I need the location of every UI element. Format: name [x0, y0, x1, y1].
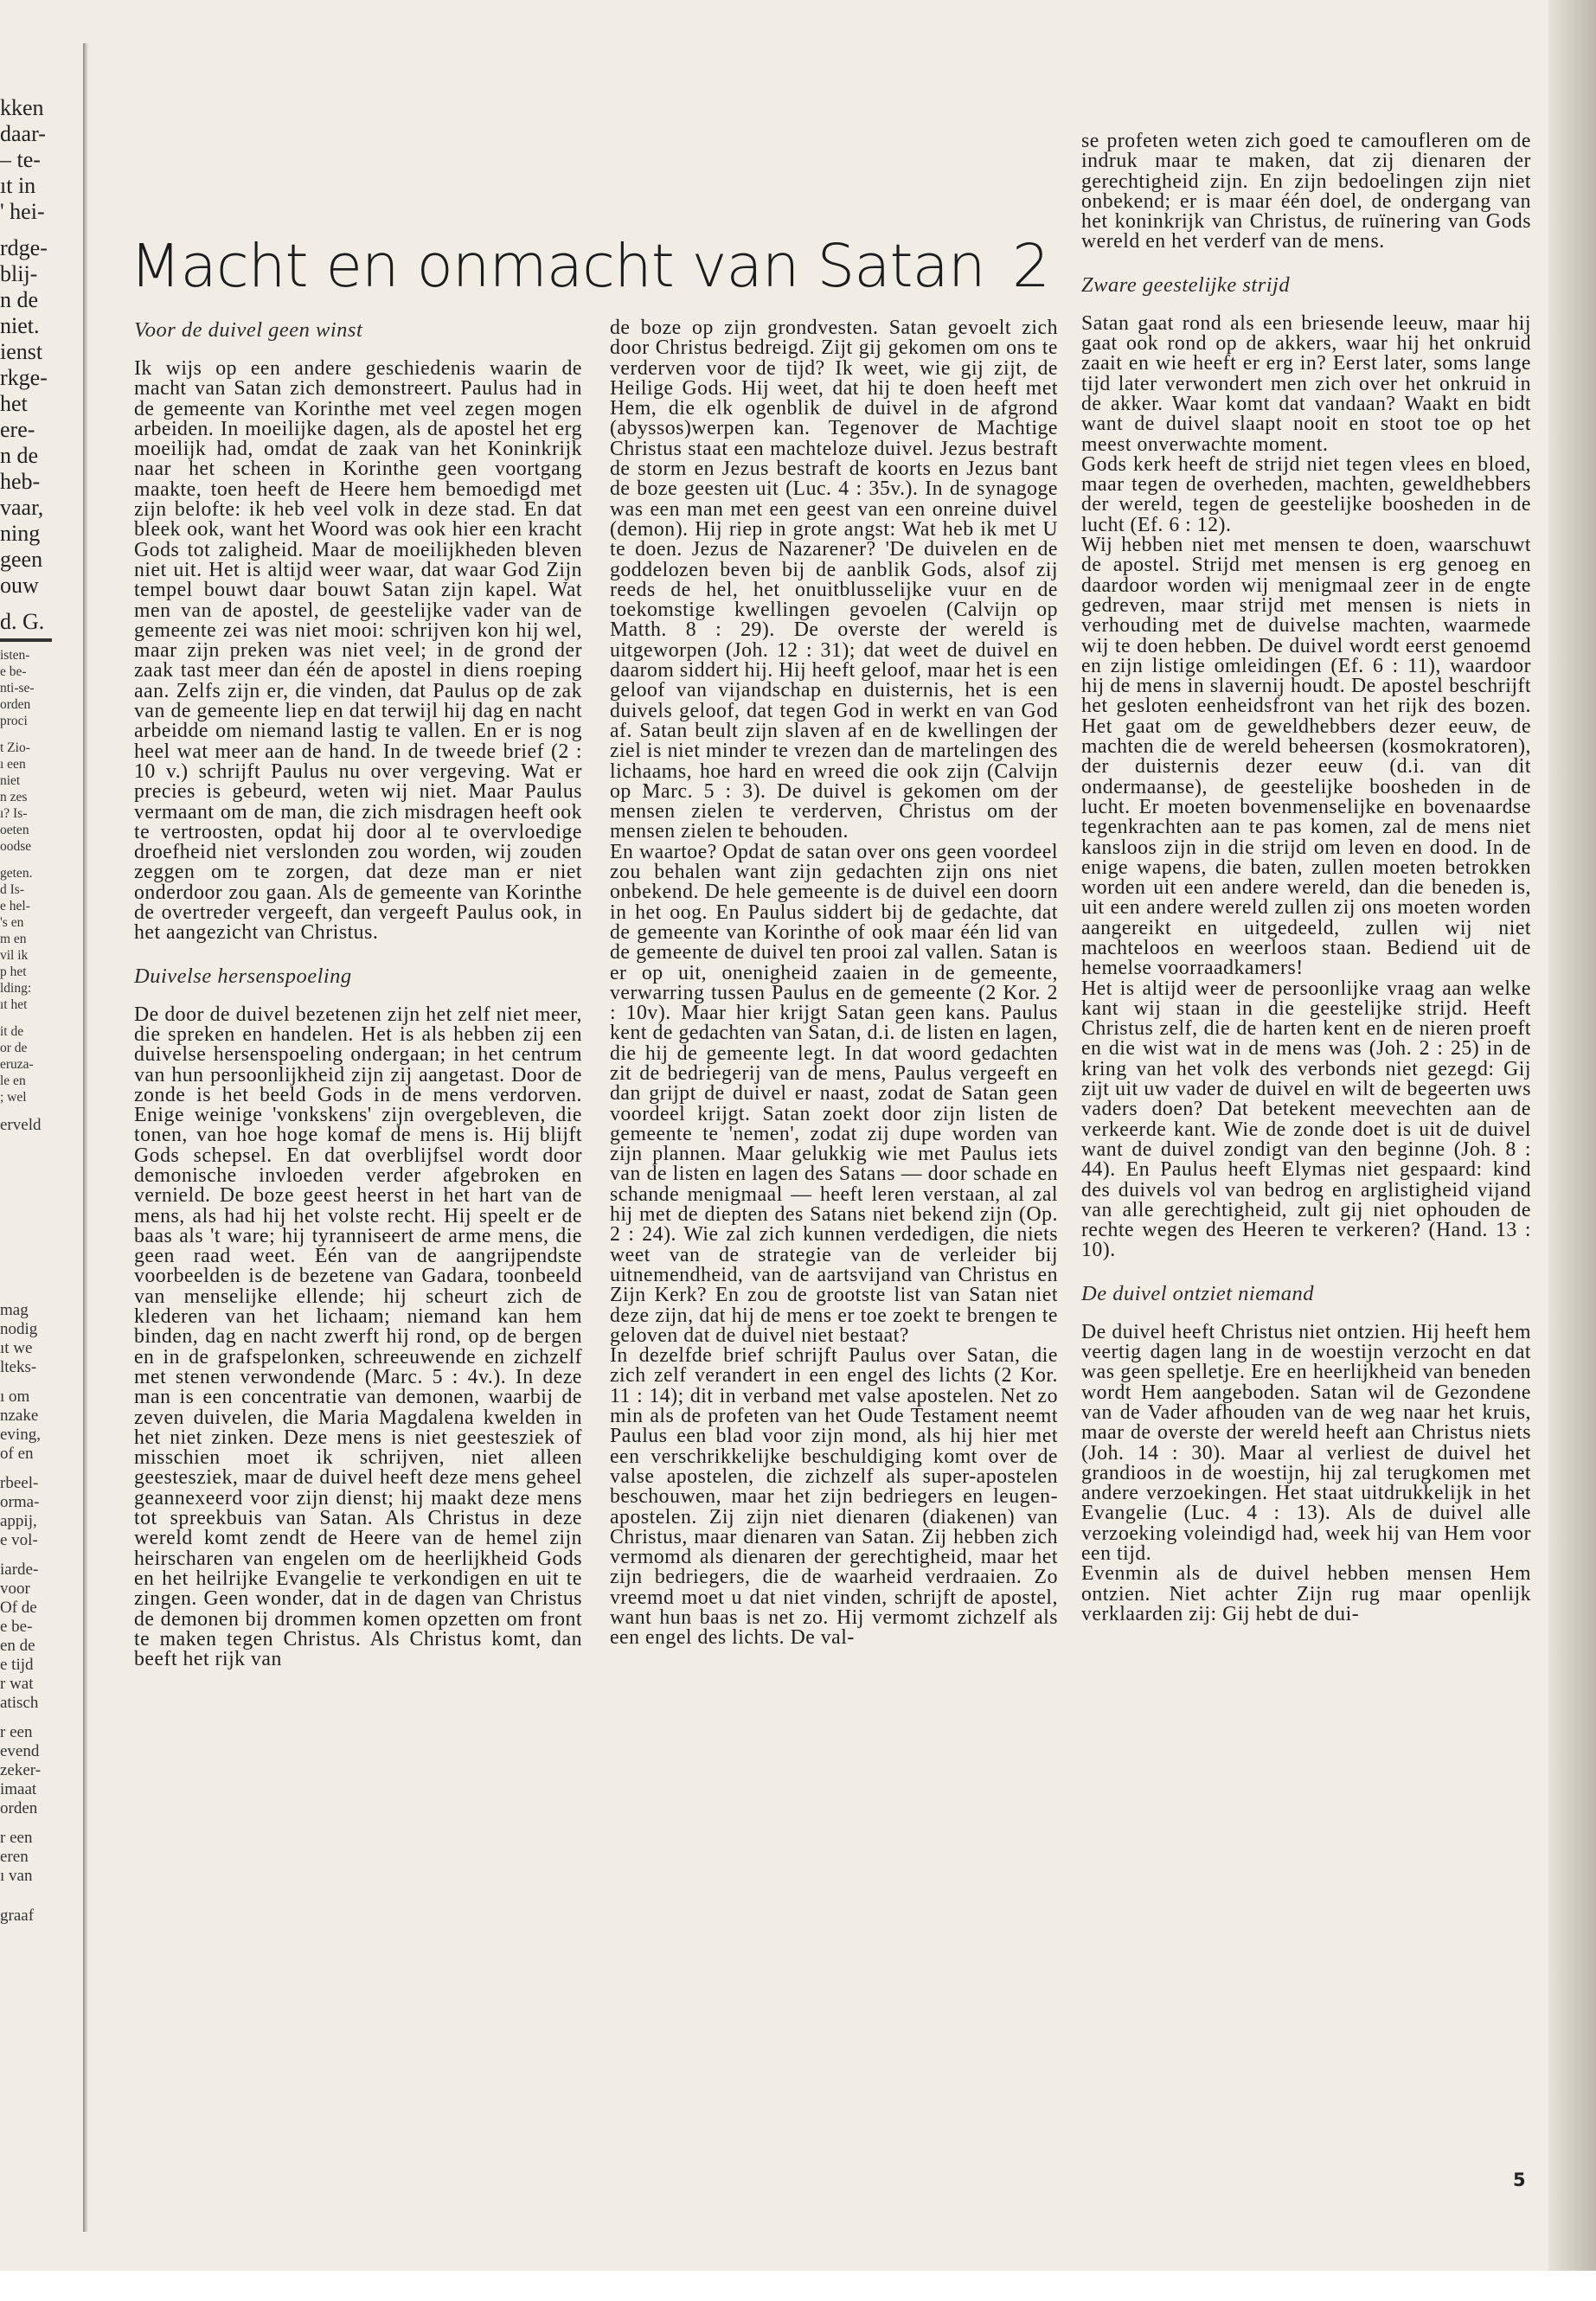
fragment-line: eving, — [0, 1426, 41, 1444]
section-heading: Voor de duivel geen winst — [134, 318, 363, 342]
fragment-line: evend — [0, 1742, 40, 1760]
fragment-line: erveld — [0, 1116, 42, 1134]
fragment-line: r een — [0, 1829, 33, 1847]
page-number: 5 — [1513, 2170, 1526, 2190]
paragraph: Gods kerk heeft de strijd niet tegen vlees en bloed, maar tegen de overheden, machten, geweldhebbers der wereld, tegen de geestelijke boosheden in de lucht (Ef. 6 : 12). — [1081, 452, 1531, 536]
fragment-gap — [0, 1176, 80, 1187]
fragment-line: d Is- — [0, 882, 24, 897]
fragment-gap — [0, 1135, 80, 1145]
paragraph: Evenmin als de duivel hebben mensen Hem ontzien. Niet achter Zijn rug maar openlijk verklaarden zij: Gij hebt de dui- — [1081, 1562, 1531, 1625]
text-column-1 — [134, 318, 582, 1670]
paragraph: de boze op zijn grondvesten. Satan gevoelt zich door Christus bedreigd. Zijt gij gekomen om ons te verderven voor de tijd? Ik weet, wie gij zijt, de Heilige Gods. Hij weet, dat hij te doen heeft met Hem, die elk ogenblik de duivel in de afgrond (abyssos)werpen kan. Tegenover de Machtige Christus staat een machteloze duivel. Jezus bestraft de storm en Jezus bestraft de koorts en Jezus bant de boze geesten uit (Luc. 4 : 35v.). In de synagoge was een man met een geest van een onreine duivel (demon). Hij riep in grote angst: Wat heb ik met U te doen. Jezus de Nazarener? 'De duivelen en de goddelozen beven bij de aanblik Gods, alsof zij reeds de hel, het onuitblusselijke vuur en de toekomstige kwellingen gevoelen (Calvijn op Matth. 8 : 29). De overste der wereld is uitgeworpen (Joh. 12 : 31); dat weet de duivel en daarom siddert hij. Hij heeft geloof, maar het is een geloof van vijandschap en duisternis, het is een duivels geloof, dat tegen God in werkt en van God af. Satan beult zijn slaven af en de kwellingen der ziel is niet minder te vrezen dan de martelingen des lichaams, hoe hard en wreed die ook zijn (Calvijn op Marc. 5 : 3). De duivel is gekomen om der mensen zielen te verderven, Christus om der mensen zielen te behouden. — [610, 317, 1058, 843]
fragment-line: p het — [0, 965, 27, 979]
fragment-line: ıt in — [0, 173, 36, 198]
fragment-line: orma- — [0, 1493, 40, 1511]
fragment-gap — [0, 1239, 80, 1249]
paragraph: De duivel heeft Christus niet ontzien. Hij heeft hem veertig dagen lang in de woestijn verzocht en dat was geen spelletje. Ere en heerlijkheid van beneden wordt Hem aangeboden. Satan wil de Gezondene van de Vader afhouden van de weg naar het kruis, maar de overste der wereld heeft aan Christus niets (Joh. 14 : 30). Maar al verliest de duivel het grandioos in de woestijn, hij zal terugkomen met andere verzoekingen. Het staat uitdrukkelijk in het Evangelie (Luc. 4 : 13). Als de duivel alle verzoeking voleindigd had, week hij van Hem voor een tijd. — [1081, 1320, 1531, 1565]
fragment-line: – te- — [0, 147, 41, 172]
fragment-line: e be- — [0, 1618, 33, 1636]
fragment-gap — [0, 1896, 80, 1907]
fragment-line: orden — [0, 1799, 38, 1817]
fragment-line: vaar, — [0, 495, 44, 520]
previous-page-fragment-column — [0, 95, 80, 2189]
fragment-line: rkge- — [0, 365, 48, 390]
fragment-gap — [0, 225, 80, 235]
fragment-line: nzake — [0, 1407, 39, 1425]
fragment-gap — [0, 1187, 80, 1197]
fragment-line: oodse — [0, 839, 32, 854]
fragment-gap — [0, 1818, 80, 1829]
fragment-line: niet. — [0, 313, 40, 338]
fragment-line: ıt we — [0, 1339, 33, 1357]
fragment-gap — [0, 1208, 80, 1218]
fragment-gap — [0, 1886, 80, 1896]
fragment-gap — [0, 599, 80, 609]
paragraph: Het is altijd weer de persoonlijke vraag aan welke kant wij staan in die geestelijke strijd. Heeft Christus zelf, die de harten kent en de nieren proeft en die wist wat in de mens was (Joh. 2 : 25) in de kring van het volk des verbonds niet gezegd: Gij zijt uit uw vader de duivel en wilt de begeerten uws vaders doen? Dat betekent meevechten aan de verkeerde kant. Wie de zonde doet is uit de duivel want de duivel zondigt van den beginne (Joh. 8 : 44). En Paulus heeft Elymas niet gespaard: kind des duivels vol van bedrog en arglistigheid vijand van alle gerechtigheid, zult gij niet ophouden de rechte wegen des Heeren te verkeren? (Hand. 13 : 10). — [1081, 977, 1531, 1262]
fragment-line: n zes — [0, 790, 28, 804]
fragment-line: ; wel — [0, 1090, 27, 1105]
fragment-line: lding: — [0, 981, 32, 996]
fragment-line: rdge- — [0, 235, 48, 260]
fragment-line: graaf — [0, 1907, 35, 1925]
fragment-line: oeten — [0, 823, 29, 837]
article-title: Macht en onmacht van Satan — [130, 232, 985, 301]
paragraph: En waartoe? Opdat de satan over ons geen voordeel zou behalen want zijn gedachten zijn ons niet onbekend. De hele gemeente is de duivel een doorn in het oog. En Paulus siddert bij de gedachte, dat de gemeente van Korinthe of ook maar één lid van de gemeente de duivel ten prooi zal vallen. Satan is er op uit, onenigheid zaaien in de gemeente, verwarring tussen Paulus en de gemeente (2 Kor. 2 : 10v). Maar hier krijgt Satan geen kans. Paulus kent de gedachten van Satan, d.i. de listen en lagen, die hij de gemeente legt. In dat woord gedachten zit de bedriegerij van de mens, Paulus vergeeft en dan grijpt de duivel er naast, zodat de Satan geen voordeel krijgt. Satan zoekt door zijn listen de gemeente te 'nemen', zodat zij dupe worden van zijn plannen. Maar gelukkig wie met Paulus iets van de listen en lagen des Satans — door schade en schande menigmaal — heeft leren verstaan, al zal hij met de diepten des Satans niet bekend zijn (Op. 2 : 24). Wie zal zich kunnen verdedigen, die niets weet van de strategie van de verleider bij uitnemendheid, van de aartsvijand van Christus en Zijn Kerk? En zou de grootste list van Satan niet deze zijn, dat hij de mens er toe zoekt te brengen te geloven dat de duivel niet bestaat? — [610, 840, 1058, 1347]
fragment-line: appij, — [0, 1512, 37, 1530]
fragment-line: ı om — [0, 1388, 30, 1406]
article-part-number: 2 — [1012, 232, 1049, 301]
paragraph: Ik wijs op een andere geschiedenis waarin de macht van Satan zich demonstreert. Paulus had in de gemeente van Korinthe met veel zegen mogen arbeiden. In moeilijke dagen, als de apostel het erg moeilijk had, omdat de zaak van het Koninkrijk naar het scheen in Korinthe geen voortgang maakte, toen heeft de Heere hem bemoedigd met zijn belofte: ik heb veel volk in deze stad. En dat bleek ook, want het Woord was ook hier een kracht Gods tot zaligheid. Maar de moeilijkheden bleven niet uit. Het is altijd weer waar, dat waar God Zijn tempel bouwt daar bouwt Satan zijn kapel. Wat men van de apostel, de geestelijke vader van de gemeente zei was niet mooi: schrijven kon hij wel, maar zijn preken was niet veel; in de grond der zaak tast meer dan één de apostel in diens roeping aan. Zelfs zijn er, die vinden, dat Paulus op de zak van de gemeente liep en dat terwijl hij dag en nacht arbeidde om niemand lastig te vallen. En er is nog heel wat meer aan de hand. In de tweede brief (2 : 10 v.) schrijft Paulus nu over vergeving. Wat er precies is gebeurd, weten wij niet. Maar Paulus vermaant om de man, die zich misdragen heeft ook te vertroosten, opdat hij door al te overvloedige droefheid niet verslonden zou worden, wij zouden zeggen om te zorgen, dat deze man er niet onderdoor zou gaan. Als de gemeente van Korinthe de overtreder vergeeft, dan vergeeft Paulus ook, in het aangezicht van Christus. — [134, 357, 582, 945]
fragment-line: en de — [0, 1637, 35, 1655]
fragment-gap — [0, 1228, 80, 1239]
fragment-gap — [0, 1156, 80, 1166]
fragment-line: daar- — [0, 121, 46, 146]
fragment-line: voor — [0, 1580, 30, 1598]
text-column-2 — [610, 318, 1058, 1649]
fragment-line: niet — [0, 773, 21, 788]
fragment-line: n de — [0, 443, 39, 468]
fragment-gap — [0, 1013, 80, 1023]
fragment-line: ienst — [0, 339, 43, 364]
fragment-gap — [0, 1464, 80, 1474]
fragment-line: ning — [0, 521, 41, 546]
fragment-line: r een — [0, 1723, 33, 1741]
fragment-line: t Zio- — [0, 740, 30, 755]
fragment-line: zeker- — [0, 1761, 42, 1779]
fragment-line: eruza- — [0, 1057, 34, 1072]
fragment-line: Of de — [0, 1599, 37, 1617]
fragment-line: vil ik — [0, 948, 29, 963]
page-fold — [83, 43, 88, 2232]
paragraph: Satan gaat rond als een briesende leeuw, maar hij gaat ook rond op de akkers, waar hij het onkruid zaait en wie heeft er erg in? Eerst later, soms lange tijd later verwondert men zich over het onkruid in de akker. Waar komt dat vandaan? Waakt en bidt want de duivel slaapt nooit en stoot toe op het meest onverwachte moment. — [1081, 311, 1531, 456]
fragment-line: e hel- — [0, 899, 30, 913]
fragment-line: imaat — [0, 1780, 37, 1798]
fragment-gap — [0, 1166, 80, 1176]
fragment-line: atisch — [0, 1694, 39, 1712]
fragment-line: orden — [0, 697, 31, 712]
fragment-gap — [0, 1291, 80, 1301]
fragment-gap — [0, 1270, 80, 1280]
paragraph: Wij hebben niet met mensen te doen, waarschuwt de apostel. Strijd met mensen is erg genoeg en daardoor worden wij menigmaal zeer in de engte gedreven, maar strijd met mensen is niets in verhouding met de duivelse machten, waarmede wij te doen hebben. De duivel wordt eerst genoemd en zijn listige omleidingen (Ef. 6 : 11), waardoor hij de mens in slavernij houdt. De apostel beschrijft het gesloten eenheidsfront van het rijk des bozen. Het gaat om de geweldhebbers dezer eeuw, de machten die de wereld beheersen (kosmokratoren), der duisternis dezer eeuw (d.i. van dit ondermaanse), de geestelijke boosheden in de lucht. Er moeten bovenmenselijke en bovenaardse tegenkrachten aan te pas komen, zal de mens niet kansloos zijn in die strijd om leven en dood. In de enige wapens, die baten, zullen moeten betrokken worden uit een andere wereld, dan die beneden is, uit een andere wereld zullen zij ons moeten worden aangereikt en uitgedeeld, zullen wij niet machteloos en weerloos staan. Bediend uit de hemelse voorraadkamers! — [1081, 534, 1531, 980]
fragment-line: proci — [0, 714, 28, 728]
fragment-gap — [0, 1713, 80, 1723]
fragment-line: eren — [0, 1848, 29, 1866]
fragment-line: e vol- — [0, 1531, 38, 1549]
section-heading: De duivel ontziet niemand — [1081, 1281, 1315, 1305]
fragment-line: rbeel- — [0, 1474, 39, 1492]
fragment-gap — [0, 1218, 80, 1228]
fragment-line: of en — [0, 1445, 34, 1463]
fragment-line: 's en — [0, 915, 24, 930]
fragment-gap — [0, 1280, 80, 1291]
paragraph: In dezelfde brief schrijft Paulus over Satan, die zich zelf verandert in een engel des lichts (2 Kor. 11 : 14); dit in verband met valse apostelen. Net zo min als de profeten van het Oude Testament neemt Paulus een blad voor zijn mond, als hij hier met een verschrikkelijke beschuldiging komt over de valse apostelen, die zichzelf als super-apostelen beschouwen, maar het zijn bedriegers en leugen-apostelen. Zij zijn niet dienaren (diakenen) van Christus, maar dienaren van Satan. Zij hebben zich vermomd als dienaren der gerechtigheid, maar het zijn bedriegers, die de waarheid verdraaien. Zo vreemd moet u dat niet vinden, schrijft de apostel, want hun baas is net zo. Hij vermomt zichzelf als een engel des lichts. De val- — [610, 1344, 1058, 1650]
scan-margin — [0, 2271, 1596, 2301]
fragment-line: e be- — [0, 664, 27, 679]
section-heading: Duivelse hersenspoeling — [134, 964, 352, 988]
fragment-line: kken — [0, 95, 44, 120]
fragment-line: or de — [0, 1041, 28, 1055]
fragment-gap — [0, 1197, 80, 1208]
fragment-gap — [0, 855, 80, 865]
fragment-gap — [0, 729, 80, 740]
fragment-line: het — [0, 391, 28, 416]
fragment-line: ere- — [0, 417, 35, 442]
fragment-line: d. G. — [0, 609, 45, 634]
section-heading: Zware geestelijke strijd — [1081, 272, 1291, 297]
fragment-rule — [0, 638, 52, 642]
fragment-gap — [0, 1377, 80, 1388]
fragment-line: it de — [0, 1024, 24, 1039]
fragment-line: geten. — [0, 866, 33, 881]
paragraph: De door de duivel bezetenen zijn het zelf niet meer, die spreken en handelen. Het is als hebben zij een duivelse hersenspoeling ondergaan; in het centrum van hun persoonlijkheid zijn zij aangetast. Door de zonde is het beeld Gods in de mens verdorven. Enige weinige 'vonkskens' zijn overgebleven, die tonen, van hoe hoge komaf de mens is. Hij blijft Gods schepsel. En dat overblijfsel wordt door demonische invloeden verder afgebroken en vernield. De boze geest heerst in het hart van de mens, als had hij het volste recht. Hij speelt er de baas als 't ware; hij tyranniseert de arme mens, die geen raad weet. Eén van de aangrijpendste voorbeelden is de bezetene van Gadara, toonbeeld van menselijke ellende; hij scheurt zich de klederen van het lichaam; niemand kan hem binden, dag en nacht zwerft hij rond, op de bergen en in de grafspelonken, schreeuwende en zichzelf met stenen verwondende (Marc. 5 : 4v.). In deze man is een concentratie van demonen, waarbij de zeven duivelen, die Maria Magdalena kwelden in het niet zinken. Deze mens is niet geestesziek of misschien moet ik schrijven, niet alleen geestesziek, maar de duivel heeft deze mens geheel geannexeerd voor zijn dienst; hij maakt deze mens tot spreekbuis van Satan. Als Christus in deze wereld komt zendt de Heere van de hemel zijn heirscharen van engelen om de heerlijkheid Gods en het heilrijke Evangelie te verkondigen en uit te zingen. Geen wonder, dat in de dagen van Christus de demonen bij drommen komen opzetten om front te maken tegen Christus. Als Christus komt, dan beeft het rijk van — [134, 1003, 582, 1671]
fragment-line: ı een — [0, 757, 26, 772]
fragment-line: e tijd — [0, 1656, 34, 1674]
article-title-block — [130, 232, 1073, 318]
page-edge-shadow — [1548, 0, 1596, 2301]
fragment-line: n de — [0, 287, 39, 312]
fragment-line: le en — [0, 1074, 26, 1088]
fragment-line: iarde- — [0, 1561, 39, 1579]
fragment-line: nodig — [0, 1320, 38, 1338]
fragment-line: mag — [0, 1301, 29, 1319]
fragment-line: nti-se- — [0, 681, 35, 695]
fragment-line: m en — [0, 932, 27, 946]
fragment-line: ' hei- — [0, 199, 45, 224]
fragment-gap — [0, 1145, 80, 1156]
fragment-line: isten- — [0, 648, 30, 663]
fragment-line: heb- — [0, 469, 41, 494]
fragment-gap — [0, 1550, 80, 1561]
fragment-line: ı? Is- — [0, 806, 28, 821]
text-column-3 — [1081, 131, 1531, 1625]
fragment-line: r wat — [0, 1675, 34, 1693]
fragment-line: blij- — [0, 261, 38, 286]
fragment-gap — [0, 1249, 80, 1259]
fragment-line: lteks- — [0, 1358, 37, 1376]
fragment-line: geen — [0, 547, 43, 572]
fragment-line: ouw — [0, 573, 39, 598]
fragment-gap — [0, 1259, 80, 1270]
fragment-gap — [0, 1106, 80, 1116]
paragraph: se profeten weten zich goed te camoufleren om de indruk maar te maken, dat zij dienaren der gerechtigheid zijn. En zijn bedoelingen zijn niet onbekend; er is maar één doel, de ondergang van het koninkrijk van Christus, de ruïnering van Gods wereld en het verderf van de mens. — [1081, 130, 1531, 253]
fragment-line: ıt het — [0, 997, 28, 1012]
fragment-line: ı van — [0, 1867, 33, 1885]
